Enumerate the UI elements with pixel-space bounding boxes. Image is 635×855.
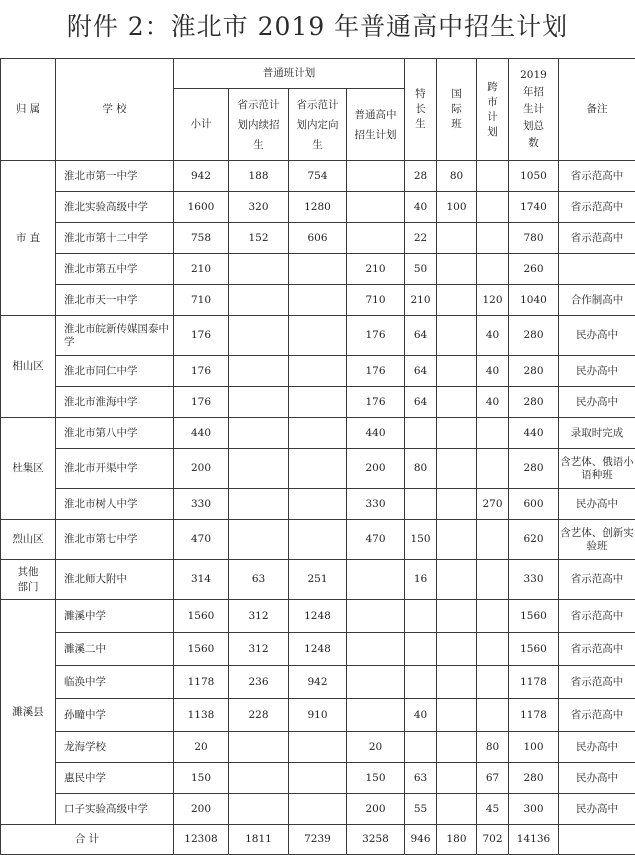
special-cell: 40 xyxy=(405,192,437,223)
subtotal-cell: 176 xyxy=(174,316,229,356)
prov-directed-cell xyxy=(289,763,347,794)
prov-continue-cell: 152 xyxy=(229,223,289,254)
school-name-cell: 惠民中学 xyxy=(56,763,174,794)
header-general-class-plan: 普通班计划 xyxy=(174,59,405,89)
prov-continue-cell: 236 xyxy=(229,666,289,699)
cross-city-cell: 80 xyxy=(477,732,509,763)
school-name-cell: 淮北市第十二中学 xyxy=(56,223,174,254)
total-2019-cell: 1740 xyxy=(509,192,559,223)
general-plan-cell xyxy=(347,666,405,699)
general-plan-cell xyxy=(347,633,405,666)
international-cell xyxy=(437,600,477,633)
table-row xyxy=(1,633,635,666)
total-2019-cell: 330 xyxy=(509,560,559,600)
region-cell: 相山区 xyxy=(1,316,56,418)
cross-city-cell: 45 xyxy=(477,794,509,825)
cross-city-cell xyxy=(477,699,509,732)
table-row xyxy=(1,161,635,192)
total-2019-cell: 1560 xyxy=(509,600,559,633)
prov-directed-cell xyxy=(289,356,347,387)
prov-directed-cell xyxy=(289,254,347,285)
general-plan-cell: 150 xyxy=(347,763,405,794)
region-cell: 烈山区 xyxy=(1,520,56,560)
prov-directed-cell xyxy=(289,387,347,418)
cross-city-cell xyxy=(477,418,509,449)
special-cell: 64 xyxy=(405,356,437,387)
general-plan-cell: 176 xyxy=(347,316,405,356)
school-name-cell: 淮北市第一中学 xyxy=(56,161,174,192)
cross-city-cell xyxy=(477,254,509,285)
prov-directed-cell: 251 xyxy=(289,560,347,600)
school-name-cell: 孙疃中学 xyxy=(56,699,174,732)
total-2019-cell: 100 xyxy=(509,732,559,763)
table-row xyxy=(1,223,635,254)
header-row-1 xyxy=(1,59,635,89)
subtotal-cell: 470 xyxy=(174,520,229,560)
subtotal-cell: 440 xyxy=(174,418,229,449)
prov-continue-cell xyxy=(229,285,289,316)
header-prov-directed: 省示范计划内定向生 xyxy=(289,89,347,161)
cross-city-cell: 40 xyxy=(477,387,509,418)
note-cell: 省示范高中 xyxy=(559,161,635,192)
header-region: 归 属 xyxy=(1,59,56,161)
note-cell: 省示范高中 xyxy=(559,600,635,633)
subtotal-cell: 330 xyxy=(174,489,229,520)
general-plan-cell: 210 xyxy=(347,254,405,285)
special-cell: 16 xyxy=(405,560,437,600)
cross-city-cell: 270 xyxy=(477,489,509,520)
document-title: 附件 2：淮北市 2019 年普通高中招生计划 xyxy=(0,2,635,52)
total-2019-cell: 280 xyxy=(509,449,559,489)
school-name-cell: 龙海学校 xyxy=(56,732,174,763)
prov-directed-cell: 1248 xyxy=(289,633,347,666)
cross-city-cell xyxy=(477,633,509,666)
international-cell xyxy=(437,418,477,449)
total-subtotal-cell: 12308 xyxy=(174,825,229,855)
cross-city-cell: 40 xyxy=(477,316,509,356)
school-name-cell: 淮北市开渠中学 xyxy=(56,449,174,489)
school-name-cell: 口子实验高级中学 xyxy=(56,794,174,825)
header-special: 特长生 xyxy=(405,59,437,161)
special-cell: 150 xyxy=(405,520,437,560)
subtotal-cell: 314 xyxy=(174,560,229,600)
international-cell xyxy=(437,520,477,560)
school-name-cell: 濉溪二中 xyxy=(56,633,174,666)
total-2019-cell: 600 xyxy=(509,489,559,520)
special-cell: 64 xyxy=(405,387,437,418)
note-cell: 民办高中 xyxy=(559,316,635,356)
prov-directed-cell xyxy=(289,520,347,560)
special-cell xyxy=(405,732,437,763)
international-cell xyxy=(437,316,477,356)
total-2019-cell: 780 xyxy=(509,223,559,254)
total-label: 合 计 xyxy=(1,825,174,855)
international-cell xyxy=(437,449,477,489)
total-2019-cell: 280 xyxy=(509,763,559,794)
international-cell: 100 xyxy=(437,192,477,223)
total-total-2019-cell: 14136 xyxy=(509,825,559,855)
special-cell: 55 xyxy=(405,794,437,825)
prov-continue-cell: 228 xyxy=(229,699,289,732)
note-cell: 民办高中 xyxy=(559,732,635,763)
total-2019-cell: 300 xyxy=(509,794,559,825)
special-cell xyxy=(405,666,437,699)
special-cell: 210 xyxy=(405,285,437,316)
table-row xyxy=(1,763,635,794)
prov-continue-cell: 312 xyxy=(229,633,289,666)
subtotal-cell: 942 xyxy=(174,161,229,192)
school-name-cell: 淮北实验高级中学 xyxy=(56,192,174,223)
prov-directed-cell: 1280 xyxy=(289,192,347,223)
international-cell xyxy=(437,223,477,254)
table-row xyxy=(1,732,635,763)
general-plan-cell: 440 xyxy=(347,418,405,449)
table-row xyxy=(1,192,635,223)
school-name-cell: 淮北市天一中学 xyxy=(56,285,174,316)
general-plan-cell: 470 xyxy=(347,520,405,560)
prov-directed-cell: 1248 xyxy=(289,600,347,633)
prov-directed-cell xyxy=(289,489,347,520)
note-cell: 合作制高中 xyxy=(559,285,635,316)
special-cell xyxy=(405,633,437,666)
cross-city-cell xyxy=(477,449,509,489)
total-2019-cell: 440 xyxy=(509,418,559,449)
prov-directed-cell: 606 xyxy=(289,223,347,254)
prov-continue-cell xyxy=(229,316,289,356)
region-cell: 杜集区 xyxy=(1,418,56,520)
prov-directed-cell: 754 xyxy=(289,161,347,192)
table-row xyxy=(1,560,635,600)
cross-city-cell xyxy=(477,666,509,699)
general-plan-cell xyxy=(347,699,405,732)
table-row xyxy=(1,600,635,633)
general-plan-cell: 176 xyxy=(347,356,405,387)
international-cell xyxy=(437,560,477,600)
cross-city-cell xyxy=(477,223,509,254)
table-row xyxy=(1,666,635,699)
total-2019-cell: 1050 xyxy=(509,161,559,192)
cross-city-cell xyxy=(477,161,509,192)
table-row xyxy=(1,449,635,489)
region-cell: 市 直 xyxy=(1,161,56,316)
cross-city-cell: 120 xyxy=(477,285,509,316)
prov-continue-cell xyxy=(229,520,289,560)
enrollment-plan-table xyxy=(0,58,635,855)
special-cell: 40 xyxy=(405,699,437,732)
total-2019-cell: 620 xyxy=(509,520,559,560)
international-cell xyxy=(437,387,477,418)
total-2019-cell: 1178 xyxy=(509,699,559,732)
prov-continue-cell: 320 xyxy=(229,192,289,223)
region-cell: 其他部门 xyxy=(1,560,56,600)
general-plan-cell: 20 xyxy=(347,732,405,763)
note-cell: 省示范高中 xyxy=(559,699,635,732)
prov-directed-cell xyxy=(289,732,347,763)
special-cell xyxy=(405,489,437,520)
prov-directed-cell xyxy=(289,449,347,489)
school-name-cell: 淮北市第八中学 xyxy=(56,418,174,449)
note-cell: 含艺体、创新实验班 xyxy=(559,520,635,560)
international-cell xyxy=(437,699,477,732)
note-cell xyxy=(559,254,635,285)
note-cell: 民办高中 xyxy=(559,387,635,418)
region-cell: 濉溪县 xyxy=(1,600,56,825)
subtotal-cell: 710 xyxy=(174,285,229,316)
table-row xyxy=(1,520,635,560)
total-2019-cell: 1178 xyxy=(509,666,559,699)
general-plan-cell: 176 xyxy=(347,387,405,418)
prov-continue-cell xyxy=(229,254,289,285)
cross-city-cell xyxy=(477,560,509,600)
prov-directed-cell: 942 xyxy=(289,666,347,699)
header-total-2019: 2019年招生计划总数 xyxy=(509,59,559,161)
special-cell: 63 xyxy=(405,763,437,794)
prov-continue-cell xyxy=(229,732,289,763)
note-cell: 含艺体、俄语小语种班 xyxy=(559,449,635,489)
subtotal-cell: 176 xyxy=(174,356,229,387)
total-prov-continue-cell: 1811 xyxy=(229,825,289,855)
prov-directed-cell xyxy=(289,794,347,825)
subtotal-cell: 1560 xyxy=(174,633,229,666)
general-plan-cell xyxy=(347,192,405,223)
total-prov-directed-cell: 7239 xyxy=(289,825,347,855)
total-general-plan-cell: 3258 xyxy=(347,825,405,855)
cross-city-cell: 67 xyxy=(477,763,509,794)
international-cell xyxy=(437,285,477,316)
special-cell: 28 xyxy=(405,161,437,192)
note-cell: 民办高中 xyxy=(559,763,635,794)
subtotal-cell: 176 xyxy=(174,387,229,418)
school-name-cell: 临涣中学 xyxy=(56,666,174,699)
prov-continue-cell: 312 xyxy=(229,600,289,633)
table-row xyxy=(1,699,635,732)
total-row xyxy=(1,825,635,855)
international-cell xyxy=(437,489,477,520)
note-cell: 民办高中 xyxy=(559,794,635,825)
special-cell: 64 xyxy=(405,316,437,356)
special-cell xyxy=(405,600,437,633)
school-name-cell: 濉溪中学 xyxy=(56,600,174,633)
international-cell xyxy=(437,763,477,794)
header-note: 备注 xyxy=(559,59,635,161)
note-cell: 民办高中 xyxy=(559,356,635,387)
prov-continue-cell xyxy=(229,763,289,794)
total-international-cell: 180 xyxy=(437,825,477,855)
prov-continue-cell xyxy=(229,387,289,418)
international-cell xyxy=(437,633,477,666)
school-name-cell: 淮北市第七中学 xyxy=(56,520,174,560)
header-prov-continue: 省示范计划内续招生 xyxy=(229,89,289,161)
school-name-cell: 淮北市淮海中学 xyxy=(56,387,174,418)
table-row xyxy=(1,418,635,449)
cross-city-cell xyxy=(477,600,509,633)
international-cell xyxy=(437,666,477,699)
cross-city-cell: 40 xyxy=(477,356,509,387)
subtotal-cell: 1178 xyxy=(174,666,229,699)
general-plan-cell: 330 xyxy=(347,489,405,520)
table-row xyxy=(1,285,635,316)
table-row xyxy=(1,316,635,356)
subtotal-cell: 1600 xyxy=(174,192,229,223)
table-row xyxy=(1,794,635,825)
total-2019-cell: 1560 xyxy=(509,633,559,666)
international-cell xyxy=(437,356,477,387)
subtotal-cell: 20 xyxy=(174,732,229,763)
international-cell xyxy=(437,254,477,285)
prov-continue-cell xyxy=(229,356,289,387)
prov-directed-cell: 910 xyxy=(289,699,347,732)
cross-city-cell xyxy=(477,192,509,223)
total-cross-city-cell: 702 xyxy=(477,825,509,855)
subtotal-cell: 758 xyxy=(174,223,229,254)
table-row xyxy=(1,489,635,520)
general-plan-cell xyxy=(347,223,405,254)
table-row xyxy=(1,387,635,418)
total-2019-cell: 280 xyxy=(509,356,559,387)
header-school: 学 校 xyxy=(56,59,174,161)
note-cell: 录取时完成 xyxy=(559,418,635,449)
special-cell: 80 xyxy=(405,449,437,489)
note-cell: 省示范高中 xyxy=(559,633,635,666)
general-plan-cell: 200 xyxy=(347,449,405,489)
subtotal-cell: 150 xyxy=(174,763,229,794)
note-cell: 省示范高中 xyxy=(559,192,635,223)
subtotal-cell: 200 xyxy=(174,794,229,825)
special-cell: 50 xyxy=(405,254,437,285)
total-special-cell: 946 xyxy=(405,825,437,855)
prov-continue-cell xyxy=(229,794,289,825)
general-plan-cell xyxy=(347,600,405,633)
international-cell xyxy=(437,794,477,825)
total-2019-cell: 260 xyxy=(509,254,559,285)
header-subtotal: 小计 xyxy=(174,89,229,161)
header-cross-city: 跨市计划 xyxy=(477,59,509,161)
cross-city-cell xyxy=(477,520,509,560)
subtotal-cell: 210 xyxy=(174,254,229,285)
table-row xyxy=(1,254,635,285)
prov-continue-cell xyxy=(229,489,289,520)
school-name-cell: 淮北市皖新传媒国泰中学 xyxy=(56,316,174,356)
international-cell xyxy=(437,732,477,763)
prov-directed-cell xyxy=(289,418,347,449)
special-cell: 22 xyxy=(405,223,437,254)
total-note-cell xyxy=(559,825,635,855)
school-name-cell: 淮北师大附中 xyxy=(56,560,174,600)
subtotal-cell: 1560 xyxy=(174,600,229,633)
total-2019-cell: 1040 xyxy=(509,285,559,316)
header-international: 国际班 xyxy=(437,59,477,161)
prov-continue-cell xyxy=(229,418,289,449)
prov-continue-cell: 188 xyxy=(229,161,289,192)
prov-continue-cell: 63 xyxy=(229,560,289,600)
school-name-cell: 淮北市树人中学 xyxy=(56,489,174,520)
table-row xyxy=(1,356,635,387)
general-plan-cell: 710 xyxy=(347,285,405,316)
header-general-plan: 普通高中招生计划 xyxy=(347,89,405,161)
general-plan-cell: 200 xyxy=(347,794,405,825)
school-name-cell: 淮北市第五中学 xyxy=(56,254,174,285)
general-plan-cell xyxy=(347,560,405,600)
general-plan-cell xyxy=(347,161,405,192)
subtotal-cell: 1138 xyxy=(174,699,229,732)
subtotal-cell: 200 xyxy=(174,449,229,489)
note-cell: 省示范高中 xyxy=(559,560,635,600)
note-cell: 省示范高中 xyxy=(559,223,635,254)
school-name-cell: 淮北市同仁中学 xyxy=(56,356,174,387)
total-2019-cell: 280 xyxy=(509,387,559,418)
prov-directed-cell xyxy=(289,316,347,356)
prov-continue-cell xyxy=(229,449,289,489)
special-cell xyxy=(405,418,437,449)
note-cell: 省示范高中 xyxy=(559,666,635,699)
note-cell: 民办高中 xyxy=(559,489,635,520)
prov-directed-cell xyxy=(289,285,347,316)
total-2019-cell: 280 xyxy=(509,316,559,356)
international-cell: 80 xyxy=(437,161,477,192)
